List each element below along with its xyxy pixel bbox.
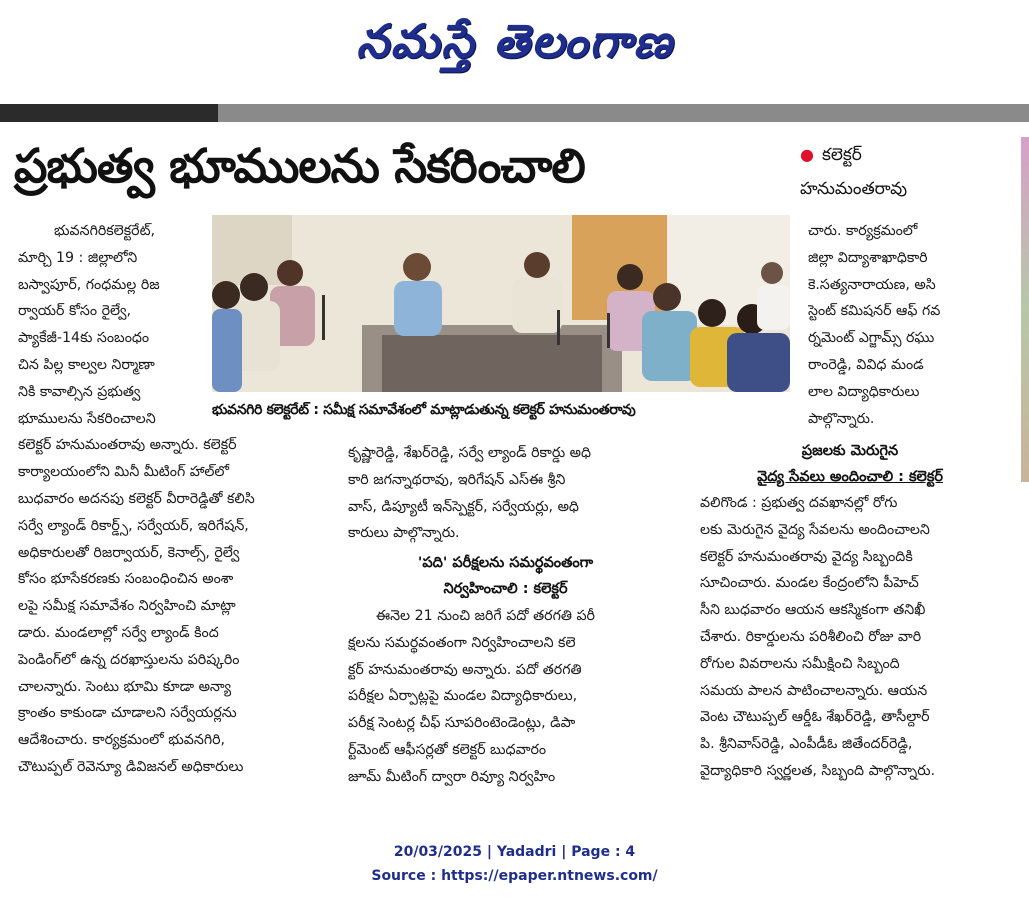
footer-date-edition: 20/03/2025 | Yadadri | Page : 4 bbox=[393, 844, 636, 860]
text-line: మార్చి 19 : జిల్లాలోని bbox=[18, 249, 138, 266]
text-line: సమయ పాలన పాటించాలన్నారు. ఆయన bbox=[700, 682, 928, 699]
bullet-icon: ● bbox=[800, 145, 814, 164]
text-line: లపై సమీక్ష సమావేశం నిర్వహించి మాట్లా bbox=[18, 598, 236, 615]
adjacent-article-edge bbox=[1003, 122, 1029, 827]
text-line: కృష్ణారెడ్డి, శేఖర్‌రెడ్డి, సర్వే ల్యాండ్ రికార్డు అధి bbox=[348, 445, 592, 461]
text-line: కలెక్టర్ హనుమంతరావు వైద్య సిబ్బందికి bbox=[700, 548, 913, 565]
text-line: క్షలను సమర్థవంతంగా నిర్వహించాలని కలె bbox=[348, 634, 576, 651]
text-line: డారు. మండలాల్లో సర్వే ల్యాండ్ కింద bbox=[18, 624, 219, 641]
text-line: లాల విద్యాధికారులు bbox=[808, 383, 920, 400]
article-column-2-body bbox=[348, 603, 663, 791]
meeting-photo bbox=[212, 215, 790, 392]
text-line: వలిగొండ : ప్రభుత్వ దవఖానల్లో రోగు bbox=[700, 495, 898, 511]
text-line: సీని బుధవారం ఆయన ఆకస్మికంగా తనిఖీ bbox=[700, 602, 926, 619]
header-bar-dark bbox=[0, 104, 218, 122]
page-footer bbox=[0, 840, 1029, 888]
text-line: బుధవారం అదనపు కలెక్టర్ వీరారెడ్డితో కలిసి bbox=[18, 490, 255, 507]
text-line: చిన పిల్ల కాల్వల నిర్మాణా bbox=[18, 356, 155, 373]
text-line: కార్యాలయంలోని మినీ మీటింగ్ హాల్‌లో bbox=[18, 464, 230, 481]
subheading-exams: 'పది' పరీక్షలను సమర్థవంతంగా నిర్వహించాలి : కలెక్టర్ bbox=[417, 555, 594, 597]
text-line: చాలన్నారు. సెంటు భూమి కూడా అన్యా bbox=[18, 678, 232, 695]
article-headline: ప్రభుత్వ భూములను సేకరించాలి bbox=[14, 139, 585, 194]
text-line: ర్ట్‌మెంట్ ఆఫీసర్లతో కలెక్టర్ బుధవారం bbox=[348, 741, 547, 758]
text-line: జూమ్ మీటింగ్ ద్వారా రివ్యూ నిర్వహిం bbox=[348, 768, 556, 785]
footer-source-link[interactable]: Source : https://epaper.ntnews.com/ bbox=[371, 868, 658, 884]
text-line: పి. శ్రీనివాస్‌రెడ్డి, ఎంపీడీఓ జితేందర్‌రెడ్డి, bbox=[700, 736, 913, 753]
text-line: ప్యాకేజీ-14కు సంబంధం bbox=[18, 330, 150, 347]
article-column-3-body bbox=[700, 490, 995, 785]
text-line: పరీక్ష సెంటర్ల చీఫ్ సూపరింటెండెంట్లు, డిపా bbox=[348, 715, 576, 732]
text-line: భూములను సేకరించాలని bbox=[18, 410, 156, 427]
header-bar-gray bbox=[218, 104, 1029, 122]
text-line: ర్వాయర్ కోసం రైల్వే, bbox=[18, 303, 132, 320]
text-line: రాంరెడ్డి, వివిధ మండ bbox=[808, 356, 924, 373]
text-line: కారి జగన్నాథరావు, ఇరిగేషన్ ఎస్ఈ శ్రీని bbox=[348, 471, 566, 488]
text-line: కె.సత్యనారాయణ, అసి bbox=[808, 276, 936, 293]
text-line: చౌటుప్పల్ రెవెన్యూ డివిజనల్ అధికారులు bbox=[18, 758, 244, 775]
newspaper-logo: నమస్తే తెలంగాణ bbox=[356, 14, 674, 68]
text-line: ఆదేశించారు. కార్యక్రమంలో భువనగిరి, bbox=[18, 732, 226, 749]
text-line: వైద్యాధికారి స్వర్ణలత, సిబ్బంది పాల్గొన్నారు. bbox=[700, 762, 936, 779]
adjacent-photo-strip bbox=[1021, 137, 1029, 482]
text-line: కారులు పాల్గొన్నారు. bbox=[348, 525, 460, 542]
text-line: సూచించారు. మండల కేంద్రంలోని పీహెచ్ bbox=[700, 575, 919, 592]
text-line: కలెక్టర్ హనుమంతరావు అన్నారు. కలెక్టర్ bbox=[18, 437, 237, 454]
text-line: జిల్లా విద్యాశాఖాధికారి bbox=[808, 249, 928, 266]
text-line: పెండింగ్‌లో ఉన్న దరఖాస్తులను పరిష్కరిం bbox=[18, 651, 240, 668]
photo-caption: భువనగిరి కలెక్టరేట్ : సమీక్ష సమావేశంలో మాట్లాడుతున్న కలెక్టర్ హనుమంతరావు bbox=[212, 402, 636, 418]
subheading-health: ప్రజలకు మెరుగైన వైద్య సేవలు అందించాలి : కలెక్టర్ bbox=[756, 443, 944, 485]
text-line: క్టర్ హనుమంతరావు అన్నారు. పదో తరగతి bbox=[348, 661, 582, 678]
article-column-3 bbox=[808, 218, 998, 432]
text-line: చేశారు. రికార్డులను పరిశీలించి రోజు వారి bbox=[700, 628, 922, 645]
meeting-photo-illustration bbox=[212, 215, 790, 392]
text-line: ఈనెల 21 నుంచి జరిగే పదో తరగతి పరీ bbox=[376, 608, 595, 624]
text-line: లకు మెరుగైన వైద్య సేవలను అందించాలని bbox=[700, 521, 930, 538]
text-line: క్రాంతం కాకుండా చూడాలని సర్వేయర్లను bbox=[18, 705, 237, 722]
text-line: వాస్, డిప్యూటీ ఇన్‌స్పెక్టర్, సర్వేయర్లు, అధి bbox=[348, 498, 579, 515]
article-column-2 bbox=[348, 440, 663, 547]
text-line: సర్వే ల్యాండ్ రికార్డ్స్, సర్వేయర్, ఇరిగేషన్, bbox=[18, 517, 249, 534]
text-line: చారు. కార్యక్రమంలో bbox=[808, 223, 918, 239]
text-line: బస్వాపూర్, గంధమల్ల రిజ bbox=[18, 276, 160, 293]
text-line: నికి కావాల్సిన ప్రభుత్వ bbox=[18, 383, 141, 400]
masthead bbox=[0, 0, 1029, 100]
text-line: పరీక్షల ఏర్పాట్లపై మండల విద్యాధికారులు, bbox=[348, 688, 578, 705]
text-line: ర్నమెంట్ ఎగ్జామ్స్ రఘు bbox=[808, 330, 935, 347]
text-line: కోసం భూసేకరణకు సంబంధించిన అంశా bbox=[18, 571, 234, 588]
text-line: అధికారులతో రిజర్వాయర్, కెనాల్స్, రైల్వే bbox=[18, 544, 240, 561]
text-line: స్టెంట్ కమిషనర్ ఆఫ్ గవ bbox=[808, 303, 941, 320]
article-subhead: ● కలెక్టర్ హనుమంతరావు bbox=[800, 145, 908, 199]
text-line: వెంట చౌటుప్పల్ ఆర్డీఓ శేఖర్‌రెడ్డి, తాసీల్దార్ bbox=[700, 709, 930, 726]
text-line: పాల్గొన్నారు. bbox=[808, 410, 875, 427]
text-line: రోగుల వివరాలను సమీక్షించి సిబ్బంది bbox=[700, 655, 900, 672]
text-line: భువనగిరికలెక్టరేట్, bbox=[54, 223, 156, 239]
